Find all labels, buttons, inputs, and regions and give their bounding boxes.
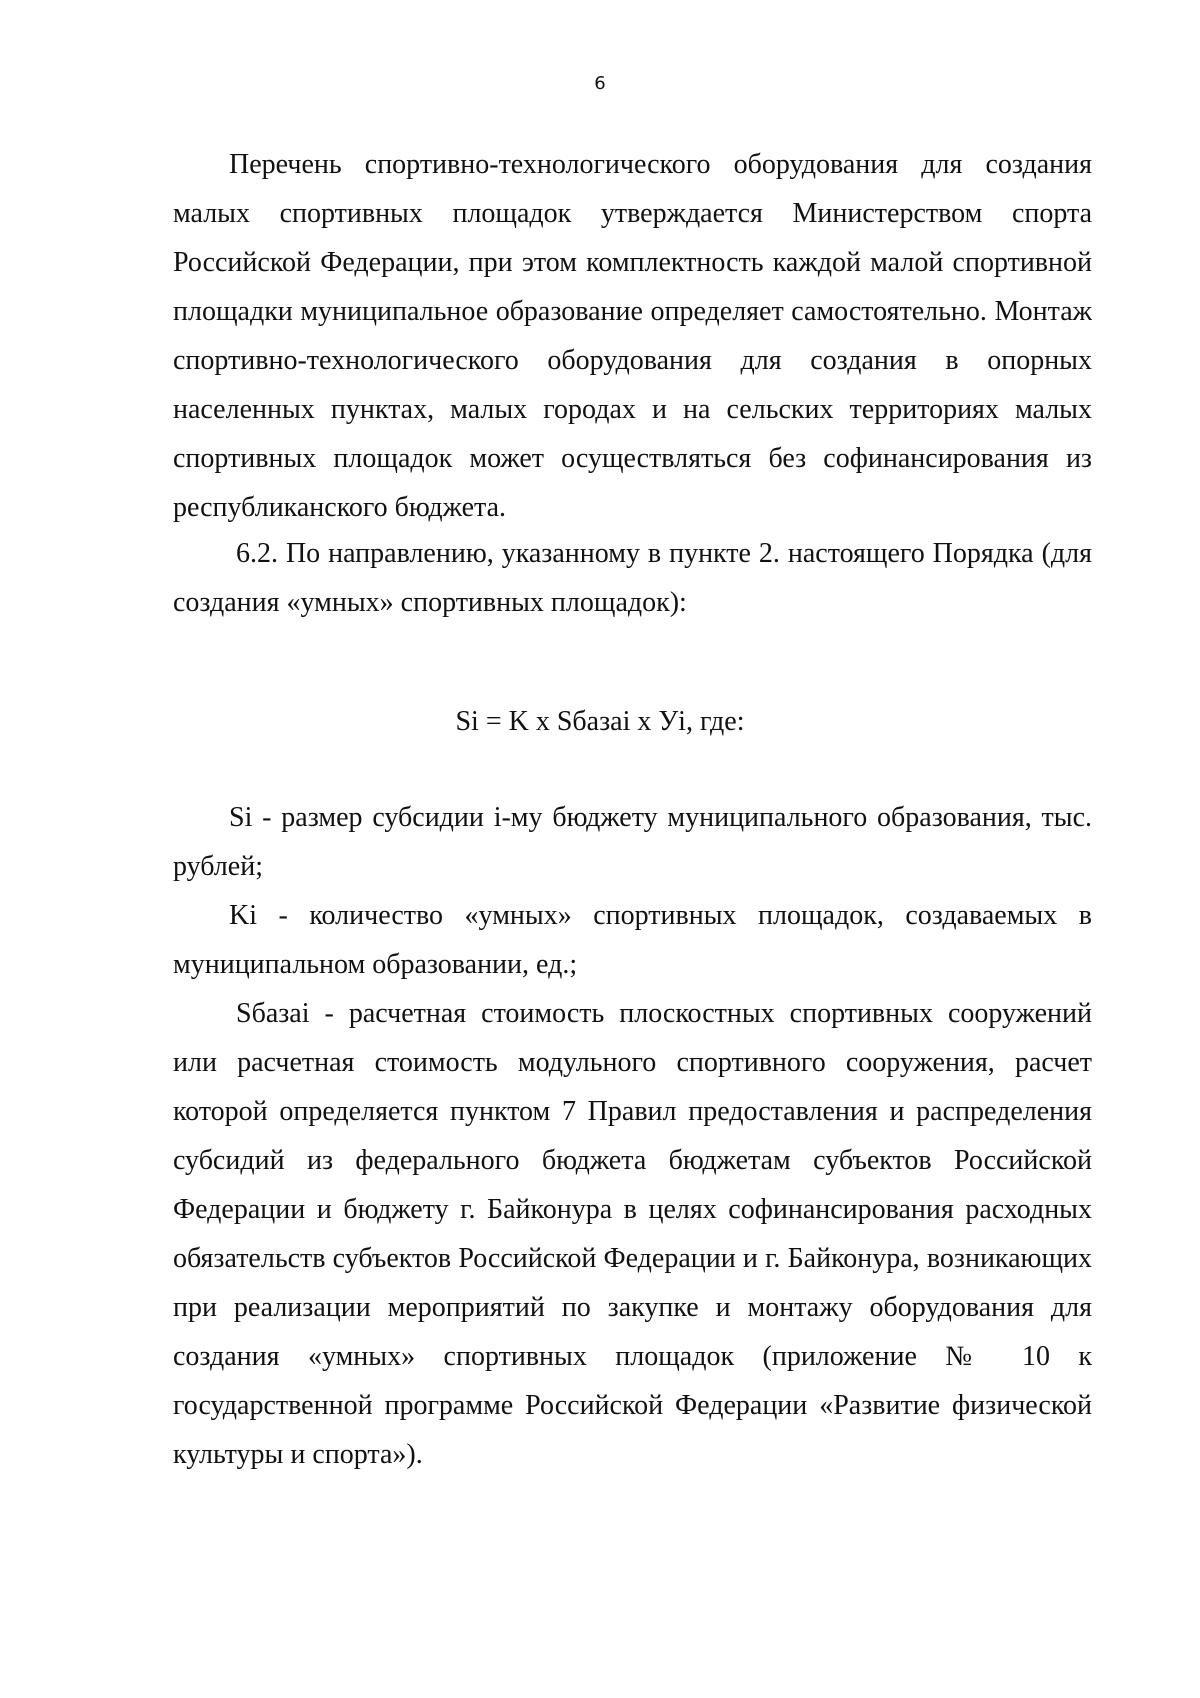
paragraph-smart-playgrounds: 6.2. По направлению, указанному в пункте 2. настоящего Порядка (для создания «умных» спортивных площадок): [173, 538, 1092, 618]
definition-si: Si - размер субсидии i-му бюджету муниципального образования, тыс. рублей; [173, 802, 1092, 882]
definition-ki: Ki - количество «умных» спортивных площадок, создаваемых в муниципальном образовании, ед.; [173, 900, 1092, 980]
page-number: 6 [594, 73, 606, 94]
definition-sbazai: Sбазаi - расчетная стоимость плоскостных спортивных сооружений или расчетная стоимость модульного спортивного сооружения, расчет которой определяется пунктом 7 Правил предоставления и распределения субсидий из федерального бюджета бюджетам субъектов Российской Федерации и бюджету г. Байконура в целях софинансирования расходных обязательств субъектов Российской Федерации и г. Байконура, возникающих при реализации мероприятий по закупке и монтажу оборудования для создания «умных» спортивных площадок (приложение № 10 к государственной программе Российской Федерации «Развитие физической культуры и спорта»). [173, 998, 1092, 1470]
paragraph-equipment-list: Перечень спортивно-технологического оборудования для создания малых спортивных площадок утверждается Министерством спорта Российской Федерации, при этом комплектность каждой малой спортивной площадки муниципальное образование определяет самостоятельно. Монтаж спортивно-технологического оборудования для создания в опорных населенных пунктах, малых городах и на сельских территориях малых спортивных площадок может осуществляться без софинансирования из республиканского бюджета. [173, 149, 1092, 523]
subsidy-formula: Si = K x Sбазаi x Уi, где: [455, 706, 745, 737]
